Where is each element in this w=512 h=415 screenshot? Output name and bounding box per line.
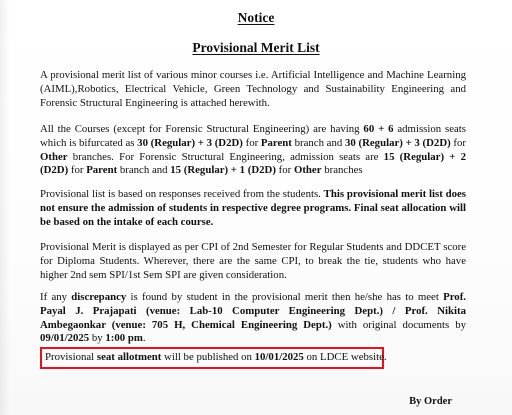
text-segment: will be published on [161, 351, 255, 363]
text-segment: branches. For Forensic Structural Engineering, admission seats are [67, 150, 384, 163]
bold-segment: This provisional merit list does not ensure the admission of students in respective degree programs. Final seat allocation will be based on the intake of each course. [40, 188, 466, 228]
bold-segment: discrepancy [71, 291, 127, 303]
text-segment: with original documents by [331, 318, 466, 331]
bold-segment: Other [293, 164, 322, 177]
bold-segment: Prof. Payal J. Prajapati (venue: Lab-10 Computer Engineering Dept.) / Prof. Nikita Ambegaonkar (venue: 705 H, Chemical Engineering Dept.) [40, 291, 466, 331]
bold-segment: Other [40, 150, 68, 163]
text-segment: on LDCE website. [303, 351, 387, 363]
discrepancy-paragraph [40, 291, 466, 346]
text-segment: Provisional list is based on responses received from the students. [40, 188, 324, 200]
bold-segment: 30 (Regular) + 3 (D2D) [344, 136, 451, 149]
by-order-signature: By Order [409, 396, 452, 407]
provisional-basis-paragraph [40, 188, 466, 229]
cpi-text: Provisional Merit is displayed as per CPI of 2nd Semester for Regular Students and DDCET score for Diploma Students. Wherever, there are the same CPI, to break the tie, students who have higher 2nd sem SPI/1st Sem SPI are given consideration. [40, 241, 466, 281]
seat-allotment-highlight-box [40, 347, 387, 369]
text-segment: for [242, 136, 261, 149]
text-segment: branches [321, 164, 363, 177]
text-segment: Provisional [45, 351, 97, 363]
bold-segment: 15 (Regular) + 1 (D2D) [170, 164, 276, 177]
text-segment: for [450, 136, 467, 149]
text-segment: for [68, 164, 87, 177]
merit-list-title: Provisional Merit List [192, 40, 320, 55]
bold-segment: 1:00 pm [105, 332, 143, 345]
bold-segment: 30 (Regular) + 3 (D2D) [137, 136, 243, 149]
text-segment: . [142, 332, 146, 345]
bold-segment: Parent [86, 164, 118, 177]
cpi-paragraph [40, 241, 466, 282]
text-segment: admission seats which is bifurcated as [40, 123, 466, 149]
bold-segment: seat allotment [96, 351, 162, 363]
text-segment: by [89, 332, 106, 345]
bold-segment: 10/01/2025 [254, 351, 304, 363]
bold-segment: 15 (Regular) + 2 (D2D) [40, 150, 466, 177]
bold-segment: Parent [260, 136, 292, 149]
intro-text: A provisional merit list of various minor courses i.e. Artificial Intelligence and Machine Learning (AIML),Robotics, Electrical Vehicle, Green Technology and Sustainability Engineering and Forensic Structural Engineering is attached herewith. [40, 69, 466, 109]
seat-distribution-paragraph [40, 123, 466, 178]
text-segment: branch and [291, 136, 345, 149]
text-segment: branch and [117, 164, 171, 177]
bold-segment: 60 + 6 [363, 123, 394, 135]
text-segment: If any [40, 291, 72, 303]
intro-paragraph [40, 69, 466, 110]
text-segment: All the Courses (except for Forensic Structural Engineering) are having [40, 123, 364, 135]
text-segment: for [275, 164, 294, 177]
bold-segment: 09/01/2025 [40, 332, 90, 345]
text-segment: is found by student in the provisional merit then he/she has to meet [126, 291, 444, 303]
notice-title: Notice [237, 10, 275, 25]
